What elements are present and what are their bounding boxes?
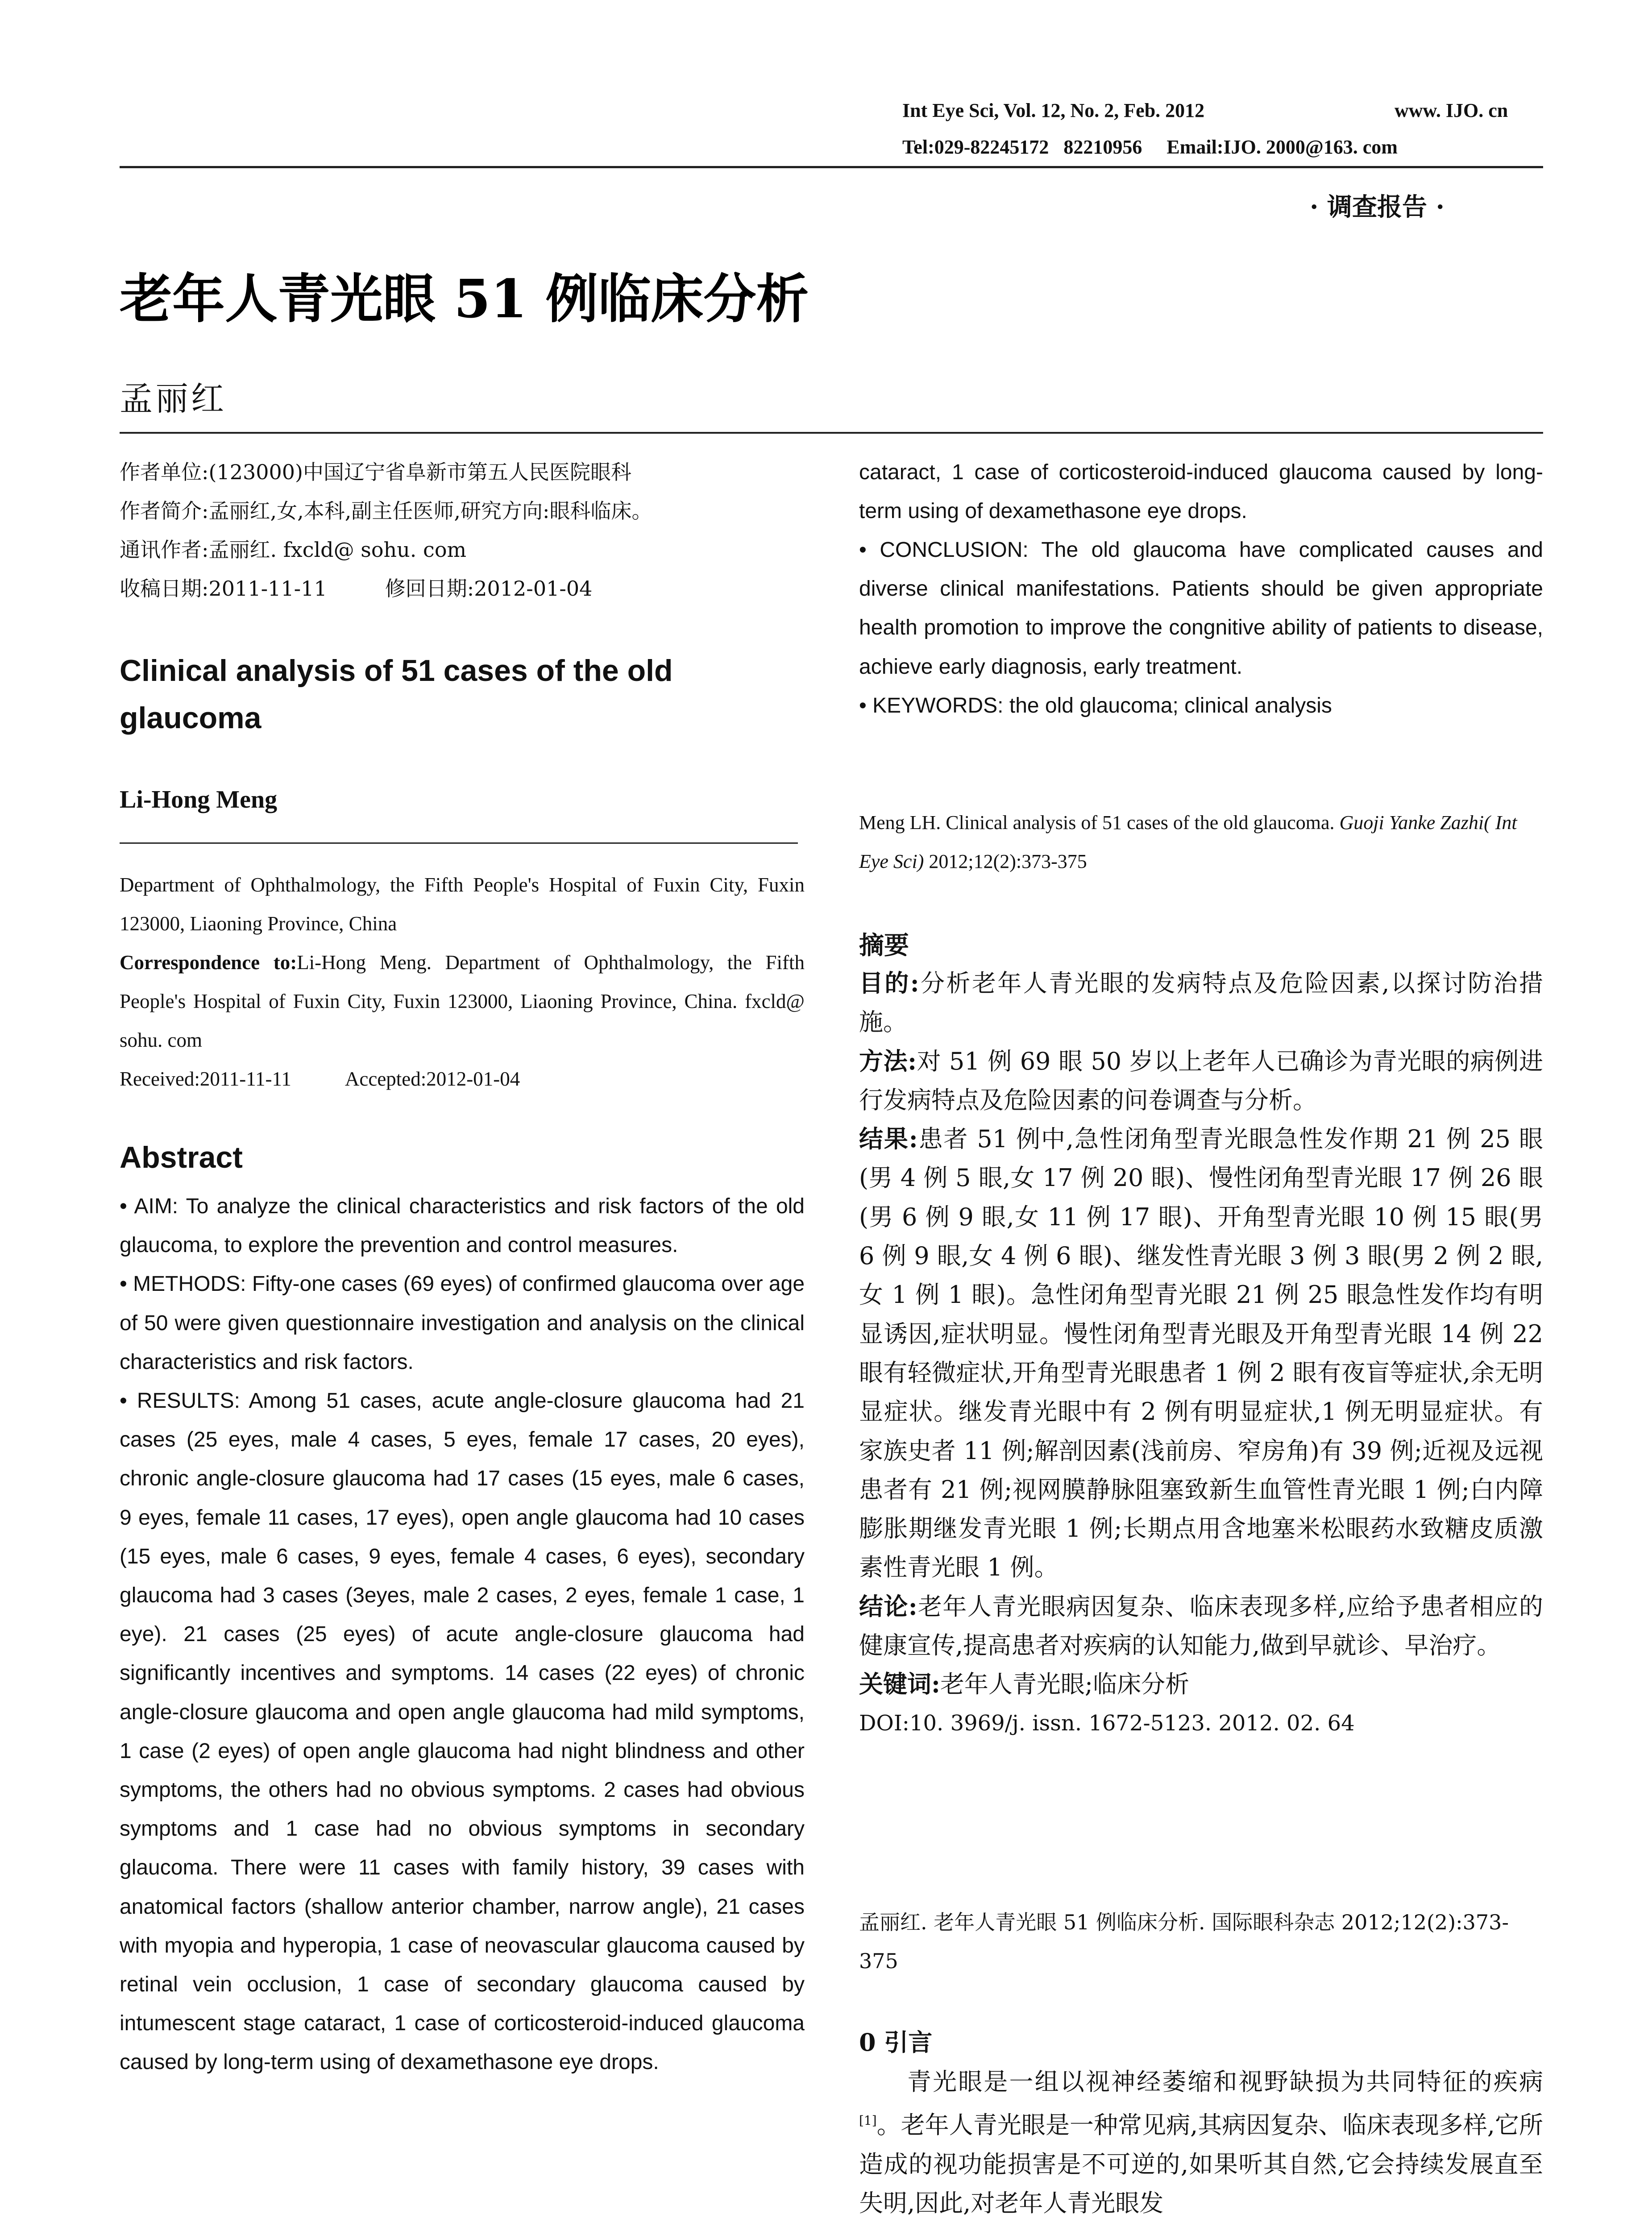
zh-conclusion-label: 结论:: [859, 1592, 917, 1621]
abstract-aim: [120, 1187, 805, 1265]
title-en: Clinical analysis of 51 cases of the old glaucoma: [120, 654, 673, 735]
zh-results-text: 患者 51 例中,急性闭角型青光眼急性发作期 21 例 25 眼(男 4 例 5 眼,女 17 例 20 眼)、慢性闭角型青光眼 17 例 26 眼(男 6 例 9 眼,女 11 例 17 眼)、开角型青光眼 10 例 15 眼(男 6 例 9 眼,女 4 例 6 眼)、继发性青光眼 3 例 3 眼(男 2 例 2 眼,女 1 例 1 眼)。急性闭角型青光眼 21 例 25 眼急性发作均有明显诱因,症状明显。慢性闭角型青光眼及开角型青光眼 14 例 22 眼有轻微症状,开角型青光眼患者 1 例 2 眼有夜盲等症状,余无明显症状。继发青光眼中有 2 例有明显症状,1 例无明显症状。有家族史者 11 例;解剖因素(浅前房、窄房角)有 39 例;近视及远视患者有 21 例;视网膜静脉阻塞致新生血管性青光眼 1 例;白内障膨胀期继发青光眼 1 例;长期点用含地塞米松眼药水致糖皮质激素性青光眼 1 例。: [859, 1125, 1543, 1582]
abstract-results: [120, 1381, 805, 2082]
citation-zh: 孟丽红. 老年人青光眼 51 例临床分析. 国际眼科杂志 2012;12(2):373-375: [859, 1910, 1509, 1973]
abstract-zh-heading: 摘要: [859, 931, 909, 960]
zh-keywords-label: 关键词:: [859, 1670, 940, 1699]
author-rule: [120, 842, 798, 844]
correspondence-zh: 通讯作者:孟丽红. fxcld@ sohu. com: [120, 538, 467, 562]
results-continued: cataract, 1 case of corticosteroid-induced glaucoma caused by long-term using of dexamethasone eye drops.: [859, 460, 1543, 523]
citation-en-text: Meng LH. Clinical analysis of 51 cases of the old glaucoma.: [859, 812, 1335, 834]
keywords-label: • KEYWORDS:: [859, 693, 1004, 717]
intro-text: [859, 2062, 1543, 2223]
intro-text-b: 。老年人青光眼是一种常见病,其病因复杂、临床表现多样,它所造成的视功能损害是不可逆的,如果听其自然,它会持续发展直至失明,因此,对老年人青光眼发: [859, 2111, 1543, 2217]
zh-results-label: 结果:: [859, 1124, 918, 1153]
zh-aim-label: 目的:: [859, 969, 919, 997]
abstract-en-tail: [859, 531, 1543, 725]
correspondence-label: Correspondence to:: [120, 951, 297, 974]
dates-zh: [120, 569, 816, 608]
author-en: Li-Hong Meng: [120, 786, 278, 813]
zh-keywords-text: 老年人青光眼;临床分析: [940, 1670, 1190, 1699]
abstract-en-continued: [859, 453, 1543, 531]
zh-keywords: [859, 1665, 1543, 1704]
received-zh: 收稿日期:2011-11-11: [120, 576, 327, 601]
affiliation-zh: 作者单位:(123000)中国辽宁省阜新市第五人民医院眼科: [120, 460, 631, 484]
results-label: • RESULTS:: [120, 1389, 240, 1413]
bio-zh: 作者简介:孟丽红,女,本科,副主任医师,研究方向:眼科临床。: [120, 499, 652, 523]
aim-text: To analyze the clinical characteristics and risk factors of the old glaucoma, to explore the prevention and control measures.: [120, 1194, 805, 1257]
zh-methods: [859, 1042, 1543, 1120]
author-zh: 孟丽红: [120, 380, 227, 418]
title-zh: 老年人青光眼 51 例临床分析: [120, 268, 809, 330]
abstract-methods: [120, 1265, 805, 1381]
doi: DOI:10. 3969/j. issn. 1672-5123. 2012. 02. 64: [859, 1710, 1355, 1736]
zh-conclusion: [859, 1587, 1543, 1665]
aim-label: • AIM:: [120, 1194, 178, 1218]
zh-aim-text: 分析老年人青光眼的发病特点及危险因素,以探讨防治措施。: [859, 969, 1543, 1037]
correspondence-en: [120, 943, 805, 1060]
intro-ref: [1]: [859, 2113, 877, 2128]
abstract-zh: [859, 964, 1543, 1743]
abstract-conclusion: [859, 531, 1543, 686]
abstract-heading: Abstract: [120, 1140, 243, 1174]
results-text: Among 51 cases, acute angle-closure glaucoma had 21 cases (25 eyes, male 4 cases, 5 eyes, female 17 cases, 20 eyes), chronic angle-closure glaucoma had 17 cases (15 eyes, male 6 cases, 9 eyes, female 11 cases, 17 eyes), open angle glaucoma had 10 cases (15 eyes, male 6 cases, 9 eyes, female 4 cases, 6 eyes), secondary glaucoma had 3 cases (3eyes, male 2 cases, 2 eyes, female 1 case, 1 eye). 21 cases (25 eyes) of acute angle-closure glaucoma had significantly incentives and symptoms. 14 cases (22 eyes) of chronic angle-closure glaucoma and open angle glaucoma had mild symptoms, 1 case (2 eyes) of open angle glaucoma had night blindness and other symptoms, the others had no obvious symptoms. 2 cases had obvious symptoms and 1 case had no obvious symptoms in secondary glaucoma. There were 11 cases with family history, 39 cases with anatomical factors (shallow anterior chamber, narrow angle), 21 cases with myopia and hyperopia, 1 case of neovascular glaucoma caused by retinal vein occlusion, 1 case of secondary glaucoma caused by intumescent stage cataract, 1 case of corticosteroid-induced glaucoma caused by long-term using of dexamethasone eye drops.: [120, 1389, 805, 2074]
zh-methods-text: 对 51 例 69 眼 50 岁以上老年人已确诊为青光眼的病例进行发病特点及危险因素的问卷调查与分析。: [859, 1047, 1543, 1114]
header-rule: [120, 166, 1543, 168]
accepted-en: Accepted:2012-01-04: [345, 1068, 520, 1090]
citation-en-journal: Guoji Yanke Zazhi( Int Eye Sci): [859, 812, 1517, 872]
department-en: Department of Ophthalmology, the Fifth People's Hospital of Fuxin City, Fuxin 123000, Liaoning Province, China: [120, 874, 805, 935]
methods-label: • METHODS:: [120, 1272, 246, 1296]
intro-heading: 0 引言: [859, 2028, 933, 2057]
abstract-keywords: [859, 686, 1543, 725]
citation-en: [859, 803, 1543, 881]
conclusion-text: The old glaucoma have complicated causes and diverse clinical manifestations. Patients should be given appropriate health promotion to improve the congnitive ability of patients to disease, achieve early diagnosis, early treatment.: [859, 538, 1543, 679]
journal-website: www. IJO. cn: [1395, 100, 1508, 121]
intro-text-a: 青光眼是一组以视神经萎缩和视野缺损为共同特征的疾病: [907, 2068, 1543, 2096]
citation-en-rest: 2012;12(2):373-375: [929, 850, 1087, 872]
methods-text: Fifty-one cases (69 eyes) of confirmed glaucoma over age of 50 were given questionnaire investigation and analysis on the clinical characteristics and risk factors.: [120, 1272, 805, 1374]
journal-info: Int Eye Sci, Vol. 12, No. 2, Feb. 2012: [902, 100, 1205, 121]
conclusion-label: • CONCLUSION:: [859, 538, 1029, 562]
info-en: [120, 866, 805, 1099]
correspondence-text: Li-Hong Meng. Department of Ophthalmology, the Fifth People's Hospital of Fuxin City, Fuxin 123000, Liaoning Province, China. fxcld@ sohu. com: [120, 951, 805, 1051]
info-zh: [120, 453, 816, 608]
zh-methods-label: 方法:: [859, 1046, 917, 1075]
zh-results: [859, 1120, 1543, 1587]
title-rule: [120, 432, 1543, 434]
keywords-text: the old glaucoma; clinical analysis: [1009, 693, 1332, 717]
article-category: · 调查报告 ·: [1310, 192, 1444, 222]
revised-zh: 修回日期:2012-01-04: [385, 576, 593, 601]
zh-conclusion-text: 老年人青光眼病因复杂、临床表现多样,应给予患者相应的健康宣传,提高患者对疾病的认知能力,做到早就诊、早治疗。: [859, 1592, 1543, 1660]
dates-en: [120, 1060, 805, 1099]
zh-aim: [859, 964, 1543, 1042]
received-en: Received:2011-11-11: [120, 1068, 291, 1090]
abstract-en: [120, 1187, 805, 2082]
journal-contact: Tel:029-82245172 82210956 Email:IJO. 2000@163. com: [902, 136, 1398, 158]
results-overflow-mask: [120, 2223, 816, 2231]
